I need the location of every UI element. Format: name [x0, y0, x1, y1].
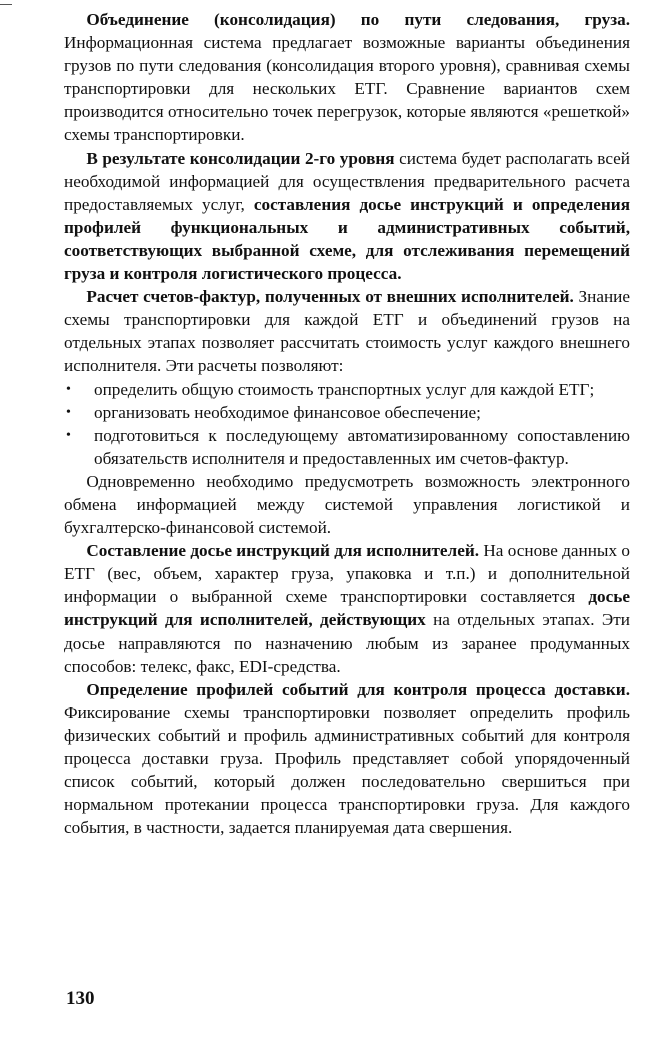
paragraph-lead: Расчет счетов-фактур, полученных от внешних исполнителей.	[86, 287, 574, 307]
paragraph-invoices	[64, 285, 630, 377]
paragraph-lead: Объединение (консолидация) по пути следования, груза.	[86, 10, 630, 29]
paragraph-instructions	[64, 539, 630, 678]
scan-mark	[0, 4, 12, 5]
paragraph-tail: на отдельных этапах. Эти досье направляются по назначению любым из заранее продуманных способов: телекс, факс, EDI-средства.	[64, 610, 630, 676]
body-text	[64, 8, 630, 839]
paragraph-body: Информационная система предлагает возможные варианты объединения грузов по пути следования (консолидация второго уровня), сравнивая схемы транспортировки для нескольких ЕТГ. Сравнение вариантов схем производится относительно точек перегрузок, которые являются «решеткой» схемы транспортировки.	[64, 33, 630, 145]
paragraph-body: система будет располагать всей необходимой информацией для осуществления предварительного расчета предоставляемых услуг,	[64, 148, 630, 214]
list-item: • организовать необходимое финансовое обеспечение;	[94, 401, 630, 424]
paragraph-electronic-exchange	[64, 470, 630, 539]
paragraph-tail: составления досье инструкций и определения профилей функциональных и административных событий, соответствующих выбранной схеме, для отслеживания перемещений груза и контроля логистического процесса.	[64, 194, 630, 284]
paragraph-body: На основе данных о ЕТГ (вес, объем, характер груза, упаковка и т.п.) и дополнительной информации о выбранной схеме транспортировки составляется	[64, 541, 630, 607]
paragraph-body: Одновременно необходимо предусмотреть возможность электронного обмена информацией между системой управления логистикой и бухгалтерско-финансовой системой.	[64, 471, 630, 538]
page-number: 130	[66, 988, 95, 1009]
paragraph-lead: Составление досье инструкций для исполнителей.	[86, 541, 480, 561]
bullet-list	[64, 378, 630, 470]
paragraph-consolidation	[64, 8, 630, 147]
paragraph-body: Фиксирование схемы транспортировки позволяет определить профиль физических событий и профиль административных событий для контроля процесса доставки груза. Профиль представляет собой упорядоченный список событий, который должен последовательно свершиться при нормальном протекании процесса транспортировки груза. Для каждого события, в частности, задается планируемая дата свершения.	[64, 702, 630, 838]
paragraph-lead: Определение профилей событий для контроля процесса доставки.	[86, 679, 630, 699]
paragraph-body: Знание схемы транспортировки для каждой ЕТГ и объединений грузов на отдельных этапах позволяет рассчитать стоимость услуг каждого внешнего исполнителя. Эти расчеты позволяют:	[64, 287, 630, 376]
paragraph-mid: досье инструкций для исполнителей, действующих	[64, 587, 630, 630]
paragraph-lead: В результате консолидации 2-го уровня	[86, 148, 395, 168]
list-item: • определить общую стоимость транспортных услуг для каждой ЕТГ;	[94, 378, 630, 401]
paragraph-consolidation-result	[64, 147, 630, 286]
list-item: • подготовиться к последующему автоматизированному сопоставлению обязательств исполнителя и предоставленных им счетов-фактур.	[94, 424, 630, 470]
paragraph-event-profiles	[64, 678, 630, 840]
